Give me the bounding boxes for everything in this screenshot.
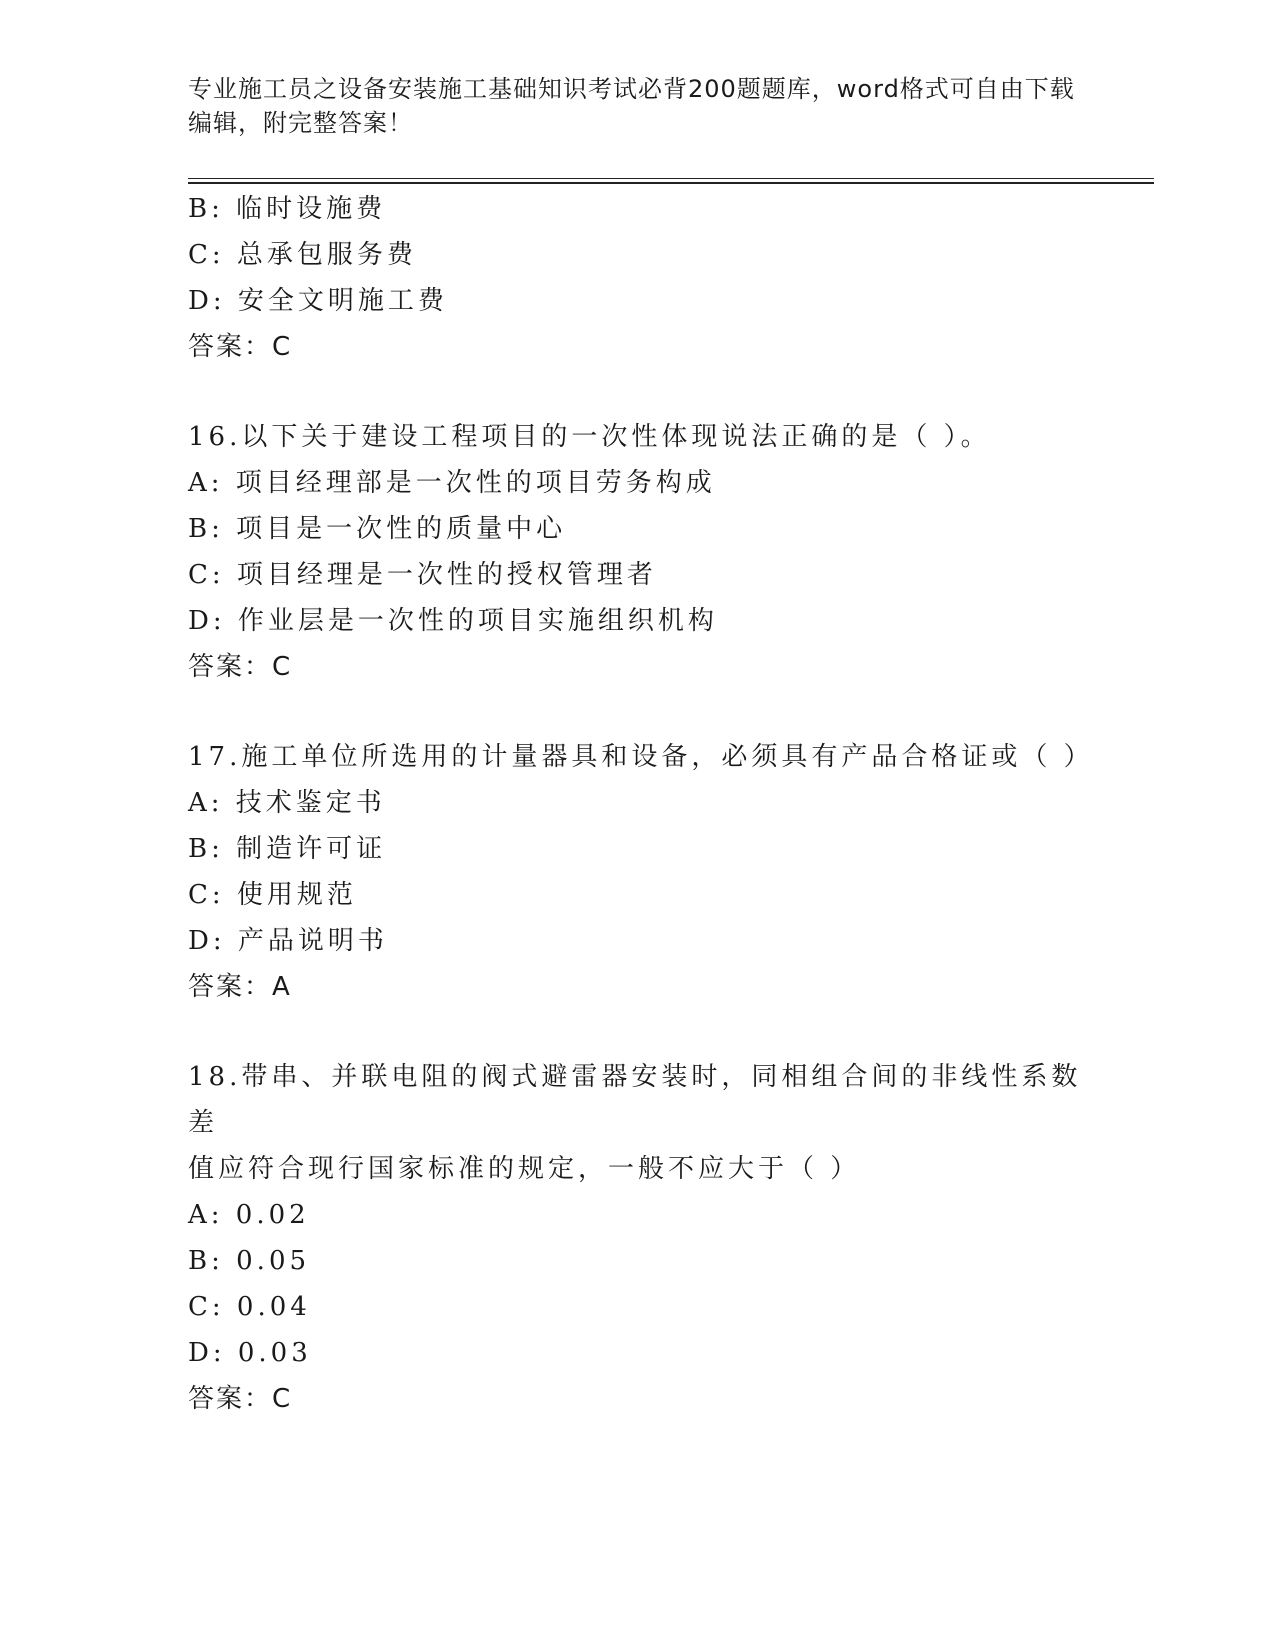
option-d: D: 安全文明施工费 xyxy=(188,286,448,316)
question-stem: 16.以下关于建设工程项目的一次性体现说法正确的是（ ）。 xyxy=(188,422,991,452)
spacer xyxy=(188,690,1088,734)
question-18-block xyxy=(188,1054,1088,1422)
option-c: C: 使用规范 xyxy=(188,880,357,910)
option-c: C: 总承包服务费 xyxy=(188,240,417,270)
answer-line: 答案：C xyxy=(188,652,293,682)
answer-line: 答案：C xyxy=(188,332,293,362)
question-stem: 17.施工单位所选用的计量器具和设备，必须具有产品合格证或（ ） xyxy=(188,742,1094,772)
document-header xyxy=(188,72,1088,140)
question-list xyxy=(188,186,1094,1422)
question-stem-line-1: 18.带串、并联电阻的阀式避雷器安装时，同相组合间的非线性系数差 xyxy=(188,1062,1082,1138)
spacer xyxy=(188,370,1088,414)
option-d: D: 产品说明书 xyxy=(188,926,388,956)
question-16-block xyxy=(188,414,1088,690)
option-b: B: 制造许可证 xyxy=(188,834,387,864)
header-line-1: 专业施工员之设备安装施工基础知识考试必背200题题库，word格式可自由下载 xyxy=(188,75,1075,103)
option-a: A: 技术鉴定书 xyxy=(188,788,386,818)
header-line-2: 编辑，附完整答案！ xyxy=(188,109,413,137)
option-a: A: 0.02 xyxy=(188,1200,310,1230)
question-15-block xyxy=(188,186,1088,370)
option-c: C: 项目经理是一次性的授权管理者 xyxy=(188,560,657,590)
option-c: C: 0.04 xyxy=(188,1292,311,1322)
option-b: B: 0.05 xyxy=(188,1246,311,1276)
option-d: D: 0.03 xyxy=(188,1338,312,1368)
option-b: B: 项目是一次性的质量中心 xyxy=(188,514,567,544)
answer-line: 答案：A xyxy=(188,972,292,1002)
spacer xyxy=(188,1010,1088,1054)
option-b: B: 临时设施费 xyxy=(188,194,387,224)
option-d: D: 作业层是一次性的项目实施组织机构 xyxy=(188,606,718,636)
question-17-block xyxy=(188,734,1094,1010)
question-stem-line-2: 值应符合现行国家标准的规定，一般不应大于（ ） xyxy=(188,1154,861,1184)
answer-line: 答案：C xyxy=(188,1384,293,1414)
header-divider-top xyxy=(188,178,1154,179)
option-a: A: 项目经理部是一次性的项目劳务构成 xyxy=(188,468,716,498)
header-divider-bottom xyxy=(188,182,1154,184)
